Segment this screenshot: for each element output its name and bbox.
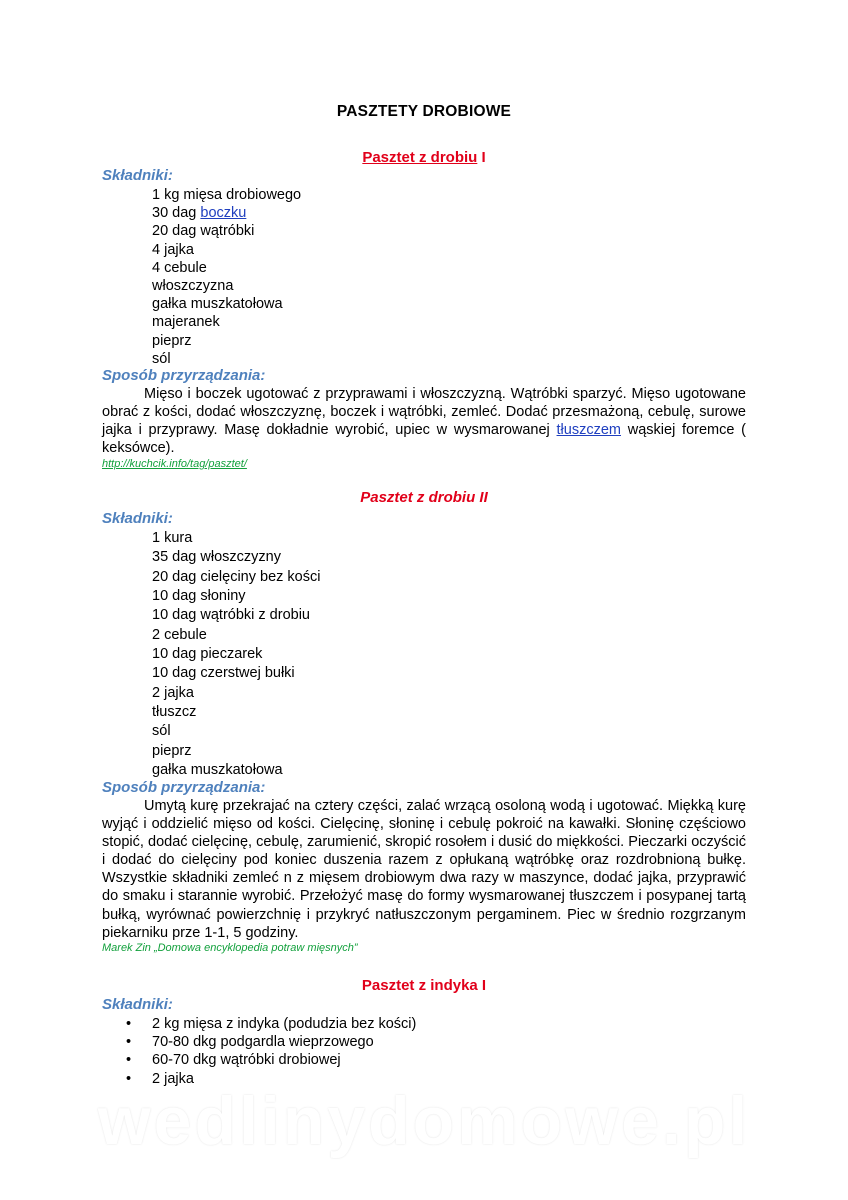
ingredients-list-recipe-3 [152, 1015, 416, 1088]
boczek-link[interactable]: boczku [200, 205, 247, 222]
recipe-title-link[interactable]: Pasztet z drobiu [362, 149, 478, 166]
list-item: 35 dag włoszczyzny [152, 549, 281, 566]
list-item: pieprz [152, 742, 192, 759]
list-item: 10 dag czerstwej bułki [152, 665, 295, 682]
source-citation-recipe-2: Marek Zin „Domowa encyklopedia potraw mięsnych” [102, 942, 358, 954]
method-paragraph-recipe-2: Umytą kurę przekrajać na cztery części, zalać wrzącą osoloną wodą i ugotować. Miękką kurę wyjąć i oddzielić mięso od kości. Cielęcinę, słoninę i cebulę pokroić na kawałki. Słoninę częściowo stopić, dodać cielęcinę, cebulę, zarumienić, skropić rosołem i dusić do miękkości. Pieczarki oczyścić i dodać do cielęciny pod koniec duszenia razem z opłukaną wątróbkę oraz rozdrobnioną bułkę. Wszystkie składniki zemleć n z mięsem drobiowym dwa razy w maszynce, dodać jajka, przyprawić do smaku i starannie wyrobić. Przełożyć masę do formy wysmarowanej tłuszczem i posypanej tartą bułką, wyrównać powierzchnię i przykryć natłuszczonym pergaminem. Piec w średnio rozgrzanym piekarniku prze 1-1, 5 godziny. [102, 798, 746, 941]
list-item: 1 kg mięsa drobiowego [152, 187, 302, 203]
method-paragraph-recipe-1: Mięso i boczek ugotować z przyprawami i włoszczyzną. Wątróbki sparzyć. Mięso ugotowane obrać z kości, dodać włoszczyznę, boczek i wątróbki, zemleć. Dodać przesmażoną, cebulę, surowe jajka i przyprawy. Masę dokładnie wyrobić, upiec w wysmarowanej tłuszczem wąskiej foremce ( keksówce). [102, 386, 746, 457]
list-item: 10 dag słoniny [152, 588, 246, 605]
list-item: 4 cebule [152, 259, 207, 276]
ingredients-list-recipe-1 [152, 186, 301, 368]
list-item: włoszczyzna [152, 278, 234, 295]
list-item: • 2 kg mięsa z indyka (podudzia bez kości) [152, 1015, 416, 1033]
list-item: 30 dag boczku [152, 205, 247, 222]
list-item: • 70-80 dkg podgardla wieprzowego [152, 1033, 416, 1051]
watermark: wedlinydomowe.pl [97, 1083, 751, 1159]
list-item: 20 dag wątróbki [152, 223, 255, 240]
list-item: 1 kura [152, 530, 193, 546]
list-item: gałka muszkatołowa [152, 296, 283, 313]
ingredients-label: Składniki: [102, 510, 173, 527]
recipe-title-pasztet-z-drobiu-1 [0, 149, 848, 166]
list-item: • 60-70 dkg wątróbki drobiowej [152, 1051, 416, 1069]
list-item: sól [152, 723, 171, 740]
list-item: • 2 jajka [152, 1070, 416, 1088]
list-item: sól [152, 350, 171, 367]
list-item: 10 dag wątróbki z drobiu [152, 607, 310, 624]
ingredients-label: Składniki: [102, 996, 173, 1013]
recipe-title-pasztet-z-indyka-1: Pasztet z indyka I [361, 977, 487, 994]
list-item: gałka muszkatołowa [152, 762, 283, 779]
source-link-recipe-1[interactable]: http://kuchcik.info/tag/pasztet/ [102, 458, 247, 470]
recipe-title-suffix: I [477, 149, 486, 166]
list-item: 10 dag pieczarek [152, 646, 263, 663]
list-item: tłuszcz [152, 704, 197, 721]
page-title: PASZTETY DROBIOWE [336, 103, 512, 120]
ingredients-list-recipe-2 [152, 529, 320, 780]
list-item: 2 jajka [152, 684, 194, 701]
recipe-title-pasztet-z-drobiu-2: Pasztet z drobiu II [360, 489, 488, 506]
list-item: pieprz [152, 332, 192, 349]
ingredients-label: Składniki: [102, 167, 173, 184]
tluszcz-link[interactable]: tłuszczem [556, 422, 621, 439]
list-item: majeranek [152, 314, 220, 331]
list-item: 2 cebule [152, 626, 207, 643]
method-label: Sposób przyrządzania: [102, 367, 266, 384]
list-item: 20 dag cielęciny bez kości [152, 568, 321, 585]
list-item: 4 jajka [152, 241, 194, 258]
method-label: Sposób przyrządzania: [102, 779, 266, 796]
